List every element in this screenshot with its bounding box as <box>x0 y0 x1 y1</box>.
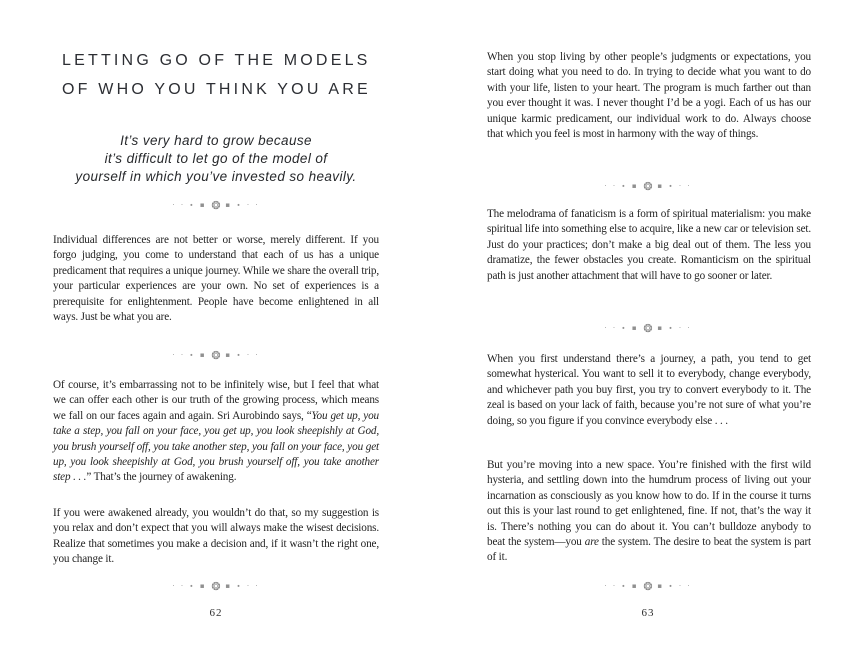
ornament-dots-right: ▪ ∙ · · <box>225 582 260 590</box>
page-number-left: 62 <box>209 607 223 619</box>
section-divider-ornament <box>432 180 864 193</box>
chapter-title-line-1: LETTING GO OF THE MODELS <box>62 52 371 69</box>
page-number-right: 63 <box>641 607 655 619</box>
ornament-dots-left: · · ∙ ▪ <box>172 351 207 359</box>
ornament-flower-icon: ❂ <box>211 198 221 212</box>
section-divider-ornament <box>432 322 864 335</box>
epigraph-line-3: yourself in which you’ve invested so heavily. <box>75 169 357 184</box>
ornament-dots-left: · · ∙ ▪ <box>604 324 639 332</box>
left-paragraph-1: Individual differences are not better or worse, merely different. If you forgo judging, you come to understand that each of us has a unique predicament that requires a unique journey. While we share the overall trip, your particular experiences are your own. No set of experiences is a prerequisite for enlightenment. People have become enlightened in all ways. Just be what you are. <box>53 234 379 324</box>
ornament-flower-icon: ❂ <box>643 321 653 335</box>
footer-ornament <box>432 580 864 593</box>
ornament-flower-icon: ❂ <box>643 179 653 193</box>
chapter-epigraph <box>16 132 416 186</box>
ornament-flower-icon: ❂ <box>211 579 221 593</box>
left-paragraph-2: Of course, it’s embarrassing not to be infinitely wise, but I feel that what we can offer each other is our truth of the growing process, which means we fall on our faces again and again. Sri Aurobindo says, “You get up, you take a step, you fall on your face, you get up, you look sheepishly at God, you brush yourself off, you take another step, you fall on your face, you get up, you look sheepishly at God, you brush yourself off, you take another step . . .” That’s the journey of awakening. <box>53 379 379 484</box>
chapter-title-line-2: OF WHO YOU THINK YOU ARE <box>62 81 371 98</box>
right-paragraph-4: But you’re moving into a new space. You’re finished with the first wild hysteria, and settling down into the humdrum process of living out your incarnation as consciously as you know how to do. If in the course it turns out this is your last round to get enlightened, fine. If not, that’s the way it is. There’s nothing you can do about it. You can’t bulldoze anybody to beat the system—you are the system. The desire to beat the system is part of it. <box>487 459 811 564</box>
ornament-dots-right: ▪ ∙ · · <box>657 182 692 190</box>
ornament-dots-left: · · ∙ ▪ <box>172 201 207 209</box>
epigraph-line-1: It’s very hard to grow because <box>120 133 312 148</box>
right-paragraph-1: When you stop living by other people’s judgments or expectations, you start doing what you need to do. In trying to decide what you want to do with your life, listen to your heart. The program is much farther out than you ever thought it was. I never thought I’d be a yogi. Each of us has our unique karmic predicament, our individual work to do. Always choose that which you feel is most in harmony with the way of things. <box>487 51 811 141</box>
ornament-dots-left: · · ∙ ▪ <box>172 582 207 590</box>
section-divider-ornament <box>0 199 432 212</box>
ornament-dots-right: ▪ ∙ · · <box>225 351 260 359</box>
ornament-dots-right: ▪ ∙ · · <box>657 324 692 332</box>
section-divider-ornament <box>0 349 432 362</box>
ornament-flower-icon: ❂ <box>211 348 221 362</box>
epigraph-line-2: it’s difficult to let go of the model of <box>104 151 328 166</box>
ornament-dots-right: ▪ ∙ · · <box>657 582 692 590</box>
ornament-dots-left: · · ∙ ▪ <box>604 582 639 590</box>
book-page-right <box>432 0 864 648</box>
right-paragraph-3: When you first understand there’s a journey, a path, you tend to get somewhat hysterical. You want to sell it to everybody, change everybody, and whichever path you buy first, you try to convert everybody to it. The zeal is based on your lack of faith, because you’re not sure of what you’re doing, so you figure if you convince everybody else . . . <box>487 353 811 427</box>
ornament-dots-right: ▪ ∙ · · <box>225 201 260 209</box>
chapter-title <box>62 46 371 104</box>
ornament-dots-left: · · ∙ ▪ <box>604 182 639 190</box>
ornament-flower-icon: ❂ <box>643 579 653 593</box>
right-paragraph-2: The melodrama of fanaticism is a form of spiritual materialism: you make spiritual life into something else to acquire, like a new car or television set. Just do your practices; don’t make a big deal out of them. The less you dramatize, the fewer obstacles you create. Romanticism on the spiritual path is just another attachment that will have to go sooner or later. <box>487 208 811 282</box>
left-paragraph-3: If you were awakened already, you wouldn’t do that, so my suggestion is you relax and don’t expect that you will always make the wisest decisions. Realize that sometimes you make a decision and, if it wasn’t the right one, you change it. <box>53 507 379 566</box>
footer-ornament <box>0 580 432 593</box>
